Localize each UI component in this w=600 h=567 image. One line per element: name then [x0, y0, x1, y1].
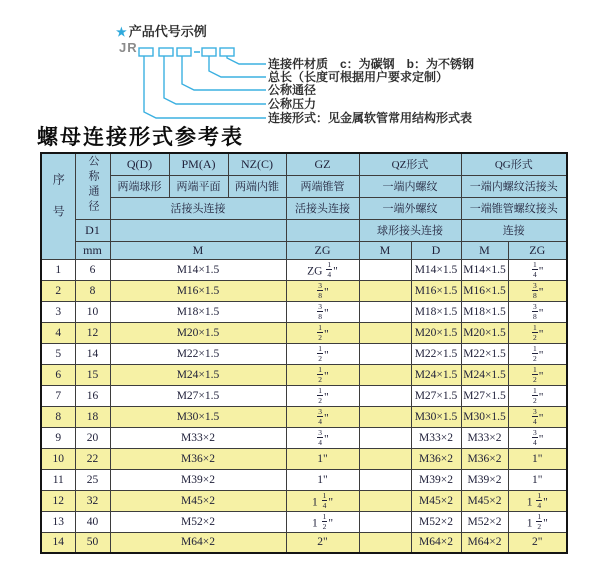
cell-m: M39×2	[110, 469, 286, 490]
table-row	[41, 343, 567, 364]
cell-gz: $\frac{3}{8}$ "	[286, 280, 359, 301]
cell-seq: 10	[41, 448, 75, 469]
header-empty-mid	[110, 219, 286, 241]
cell-gz: $\frac{1}{2}$ "	[286, 364, 359, 385]
cell-seq: 3	[41, 301, 75, 322]
table-row	[41, 490, 567, 511]
header-dn	[75, 153, 110, 219]
table-row	[41, 511, 567, 532]
cell-qg-m: M16×1.5	[461, 280, 508, 301]
header-gz-connection: 活接头连接	[286, 197, 359, 219]
cell-gz: 2"	[286, 532, 359, 553]
cell-qz-m	[359, 385, 411, 406]
cell-qg-zg: $\frac{3}{4}$ "	[508, 406, 567, 427]
star-icon: ★	[116, 25, 127, 39]
cell-qg-zg: 1 $\frac{1}{4}$ "	[508, 490, 567, 511]
table-row	[41, 448, 567, 469]
cell-m: M18×1.5	[110, 301, 286, 322]
cell-dn: 8	[75, 280, 110, 301]
header-col-q: Q(D)	[110, 153, 169, 175]
header-qg-desc2: 一端锥管螺纹接头	[461, 197, 567, 219]
header-qz-desc3: 球形接头连接	[359, 219, 461, 241]
cell-qg-zg: $\frac{1}{2}$ "	[508, 364, 567, 385]
header-qg-zg: ZG	[508, 241, 567, 259]
cell-m: M14×1.5	[110, 259, 286, 280]
cell-qz-m	[359, 322, 411, 343]
table-row	[41, 427, 567, 448]
cell-qg-zg: $\frac{1}{2}$ "	[508, 322, 567, 343]
cell-gz: 1"	[286, 448, 359, 469]
code-part-label: 连接件材质 c：为碳钢 b：为不锈钢	[268, 57, 475, 71]
cell-qz-m	[359, 469, 411, 490]
cell-qz-m	[359, 259, 411, 280]
cell-dn: 50	[75, 532, 110, 553]
header-qz-d: D	[411, 241, 461, 259]
header-d1: D1	[75, 219, 110, 241]
cell-qg-zg: $\frac{1}{4}$ "	[508, 259, 567, 280]
cell-qg-m: M20×1.5	[461, 322, 508, 343]
cell-seq: 1	[41, 259, 75, 280]
cell-dn: 15	[75, 364, 110, 385]
table-row	[41, 280, 567, 301]
cell-qz-d: M45×2	[411, 490, 461, 511]
cell-qz-d: M52×2	[411, 511, 461, 532]
cell-qg-zg: 1"	[508, 469, 567, 490]
cell-qz-m	[359, 511, 411, 532]
cell-dn: 40	[75, 511, 110, 532]
header-col-nz: NZ(C)	[228, 153, 286, 175]
header-gz-desc: 两端锥管	[286, 175, 359, 197]
header-col-pm: PM(A)	[169, 153, 228, 175]
cell-qg-zg: $\frac{1}{2}$ "	[508, 385, 567, 406]
header-col-gz: GZ	[286, 153, 359, 175]
table-row	[41, 322, 567, 343]
cell-qg-zg: 2"	[508, 532, 567, 553]
cell-qz-m	[359, 343, 411, 364]
header-qg-desc1: 一端内螺纹活接头	[461, 175, 567, 197]
cell-qg-m: M64×2	[461, 532, 508, 553]
header-qz-m: M	[359, 241, 411, 259]
cell-qz-d: M36×2	[411, 448, 461, 469]
header-qz-desc1: 一端内螺纹	[359, 175, 461, 197]
code-box	[177, 48, 191, 56]
cell-seq: 14	[41, 532, 75, 553]
header-pm-desc: 两端平面	[169, 175, 228, 197]
header-qg-desc3: 连接	[461, 219, 567, 241]
code-box	[202, 48, 216, 56]
cell-qz-d: M39×2	[411, 469, 461, 490]
leader-line	[182, 56, 266, 90]
table-row	[41, 364, 567, 385]
cell-dn: 22	[75, 448, 110, 469]
cell-qz-d: M14×1.5	[411, 259, 461, 280]
cell-m: M27×1.5	[110, 385, 286, 406]
code-box	[159, 48, 173, 56]
cell-qz-d: M20×1.5	[411, 322, 461, 343]
cell-dn: 20	[75, 427, 110, 448]
cell-qz-d: M22×1.5	[411, 343, 461, 364]
cell-m: M33×2	[110, 427, 286, 448]
cell-seq: 13	[41, 511, 75, 532]
table-row	[41, 301, 567, 322]
cell-qz-d: M30×1.5	[411, 406, 461, 427]
cell-dn: 6	[75, 259, 110, 280]
cell-gz: $\frac{3}{8}$ "	[286, 301, 359, 322]
cell-qg-m: M39×2	[461, 469, 508, 490]
cell-qz-d: M64×2	[411, 532, 461, 553]
code-part-label: 公称通径	[268, 83, 317, 97]
header-q-desc: 两端球形	[110, 175, 169, 197]
header-dn-label: 公称通径	[87, 154, 99, 215]
leader-line	[209, 56, 266, 77]
cell-qz-m	[359, 490, 411, 511]
cell-qg-zg: $\frac{3}{4}$ "	[508, 427, 567, 448]
page-title: 螺母连接形式参考表	[37, 125, 244, 149]
cell-gz: 1"	[286, 469, 359, 490]
cell-qg-m: M27×1.5	[461, 385, 508, 406]
header-union-connection: 活接头连接	[110, 197, 286, 219]
cell-qz-d: M27×1.5	[411, 385, 461, 406]
cell-qg-zg: 1"	[508, 448, 567, 469]
cell-qg-zg: $\frac{3}{8}$ "	[508, 280, 567, 301]
cell-gz: $\frac{1}{2}$ "	[286, 385, 359, 406]
product-code-heading-label: 产品代号示例	[128, 24, 207, 39]
cell-dn: 14	[75, 343, 110, 364]
cell-m: M36×2	[110, 448, 286, 469]
cell-qz-d: M18×1.5	[411, 301, 461, 322]
code-part-label: 公称压力	[268, 97, 317, 111]
code-part-label: 连接形式：见金属软管常用结构形式表	[268, 111, 473, 125]
header-zg: ZG	[286, 241, 359, 259]
header-qg-m: M	[461, 241, 508, 259]
cell-seq: 7	[41, 385, 75, 406]
cell-qz-d: M24×1.5	[411, 364, 461, 385]
cell-qz-m	[359, 448, 411, 469]
cell-gz: $\frac{3}{4}$ "	[286, 427, 359, 448]
header-mm: mm	[75, 241, 110, 259]
cell-dn: 25	[75, 469, 110, 490]
cell-qg-m: M18×1.5	[461, 301, 508, 322]
cell-qg-m: M36×2	[461, 448, 508, 469]
cell-dn: 12	[75, 322, 110, 343]
cell-seq: 4	[41, 322, 75, 343]
header-m: M	[110, 241, 286, 259]
cell-seq: 6	[41, 364, 75, 385]
reference-table	[40, 152, 568, 554]
cell-qz-d: M16×1.5	[411, 280, 461, 301]
cell-qz-d: M33×2	[411, 427, 461, 448]
table-row	[41, 406, 567, 427]
cell-m: M30×1.5	[110, 406, 286, 427]
cell-m: M64×2	[110, 532, 286, 553]
cell-seq: 5	[41, 343, 75, 364]
cell-gz: 1 $\frac{1}{4}$ "	[286, 490, 359, 511]
cell-gz: ZG $\frac{1}{4}$ "	[286, 259, 359, 280]
cell-gz: 1 $\frac{1}{2}$ "	[286, 511, 359, 532]
header-col-qg: QG形式	[461, 153, 567, 175]
cell-qg-m: M33×2	[461, 427, 508, 448]
cell-qg-m: M22×1.5	[461, 343, 508, 364]
cell-seq: 12	[41, 490, 75, 511]
cell-qz-m	[359, 301, 411, 322]
leader-line	[164, 56, 266, 104]
cell-qg-m: M24×1.5	[461, 364, 508, 385]
cell-seq: 2	[41, 280, 75, 301]
header-seq-label: 序号	[51, 172, 66, 237]
cell-m: M20×1.5	[110, 322, 286, 343]
cell-gz: $\frac{1}{2}$ "	[286, 343, 359, 364]
cell-seq: 11	[41, 469, 75, 490]
cell-qz-m	[359, 532, 411, 553]
cell-m: M24×1.5	[110, 364, 286, 385]
cell-qz-m	[359, 427, 411, 448]
leader-line	[144, 56, 266, 118]
cell-qz-m	[359, 364, 411, 385]
header-nz-desc: 两端内锥	[228, 175, 286, 197]
code-part-label: 总长（长度可根据用户要求定制）	[268, 70, 449, 84]
cell-m: M52×2	[110, 511, 286, 532]
header-qz-desc2: 一端外螺纹	[359, 197, 461, 219]
cell-m: M45×2	[110, 490, 286, 511]
cell-dn: 16	[75, 385, 110, 406]
header-col-qz: QZ形式	[359, 153, 461, 175]
code-box	[220, 48, 234, 56]
cell-dn: 10	[75, 301, 110, 322]
cell-gz: $\frac{1}{2}$ "	[286, 322, 359, 343]
table-row	[41, 259, 567, 280]
header-empty-gz	[286, 219, 359, 241]
cell-m: M22×1.5	[110, 343, 286, 364]
leader-line	[227, 56, 266, 64]
cell-qg-m: M30×1.5	[461, 406, 508, 427]
table-row	[41, 385, 567, 406]
code-prefix: JR	[119, 40, 138, 55]
table-row	[41, 532, 567, 553]
code-box	[139, 48, 153, 56]
cell-gz: $\frac{3}{4}$ "	[286, 406, 359, 427]
cell-qg-zg: $\frac{1}{2}$ "	[508, 343, 567, 364]
cell-qg-zg: 1 $\frac{1}{2}$ "	[508, 511, 567, 532]
cell-qg-zg: $\frac{3}{8}$ "	[508, 301, 567, 322]
cell-qz-m	[359, 280, 411, 301]
cell-dn: 18	[75, 406, 110, 427]
table-row	[41, 469, 567, 490]
cell-seq: 9	[41, 427, 75, 448]
cell-qg-m: M45×2	[461, 490, 508, 511]
header-seq	[41, 153, 75, 259]
cell-dn: 32	[75, 490, 110, 511]
cell-seq: 8	[41, 406, 75, 427]
cell-qg-m: M14×1.5	[461, 259, 508, 280]
cell-qz-m	[359, 406, 411, 427]
cell-qg-m: M52×2	[461, 511, 508, 532]
cell-m: M16×1.5	[110, 280, 286, 301]
product-code-heading	[116, 21, 207, 40]
